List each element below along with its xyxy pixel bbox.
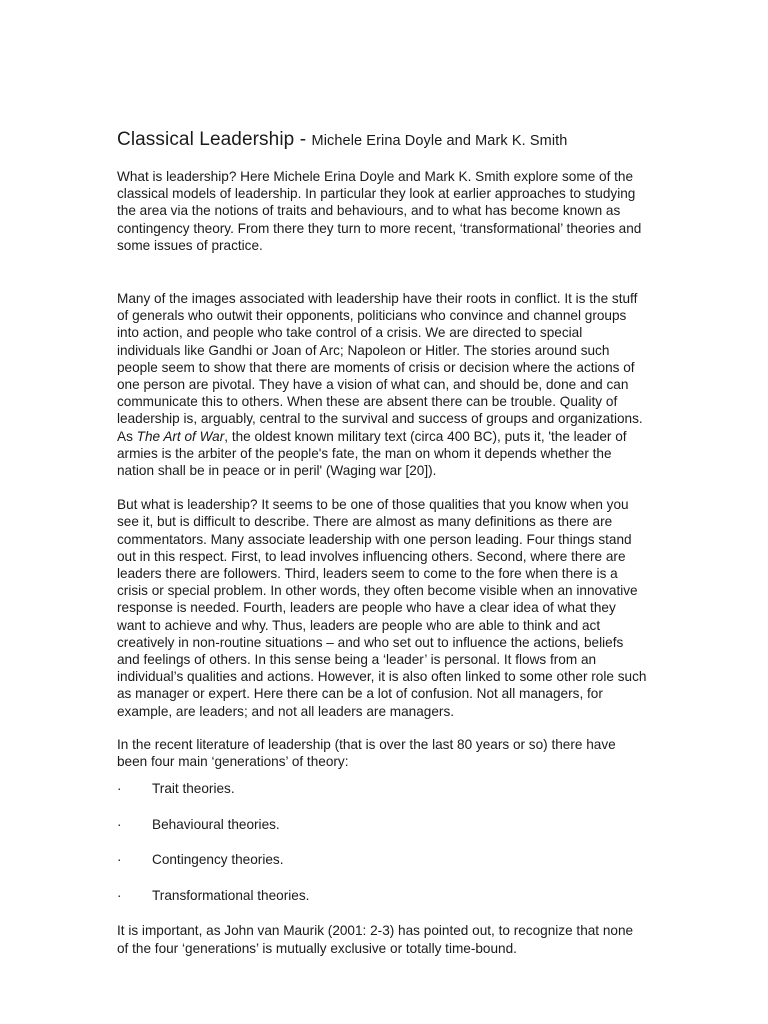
bullet-icon: · bbox=[117, 887, 122, 903]
bullet-icon: · bbox=[117, 852, 122, 868]
bullet-icon: · bbox=[117, 781, 122, 797]
list-item-text: Contingency theories. bbox=[152, 852, 284, 868]
definition-paragraph: But what is leadership? It seems to be one of those qualities that you know when you see it, but is difficult to describe. There are almost as many definitions as there are commentators. Many associate leadership with one person leading. Four things stand out in this respect. First, to lead involves influencing others. Second, where there are leaders there are followers. Third, leaders seem to come to the fore when there is a crisis or special problem. In other words, they often become visible when an innovative response is needed. Fourth, leaders are people who have a clear idea of what they want to achieve and why. Thus, leaders are people who are able to think and act creatively in non-routine situations – and who set out to influence the actions, beliefs and feelings of others. In this sense being a ‘leader’ is personal. It flows from an individual’s qualities and actions. However, it is also often linked to some other role such as manager or expert. Here there can be a lot of confusion. Not all managers, for example, are leaders; and not all leaders are managers. bbox=[117, 497, 647, 719]
conflict-text-before: Many of the images associated with leadership have their roots in conflict. It is the stuff of generals who outwit their opponents, politicians who convince and channel groups into action, and people who take control of a crisis. We are directed to special individuals like Gandhi or Joan of Arc; Napoleon or Hitler. The stories around such people seem to show that there are moments of crisis or decision where the actions of one person are pivotal. They have a vision of what can, and should be, done and can communicate this to others. When these are absent there can be trouble. Quality of leadership is, arguably, central to the survival and success of groups and organizations. As bbox=[117, 291, 643, 444]
list-item bbox=[117, 851, 647, 868]
list-item-text: Transformational theories. bbox=[152, 887, 310, 903]
bullet-icon: · bbox=[117, 816, 122, 832]
document-page bbox=[117, 128, 647, 957]
theory-generations-list bbox=[117, 780, 647, 904]
closing-paragraph: It is important, as John van Maurik (2001: 2-3) has pointed out, to recognize that none of the four ‘generations’ is mutually exclusive or totally time-bound. bbox=[117, 923, 634, 956]
list-item bbox=[117, 887, 647, 904]
intro-paragraph: What is leadership? Here Michele Erina Doyle and Mark K. Smith explore some of the classical models of leadership. In particular they look at earlier approaches to studying the area via the notions of traits and behaviours, and to what has become known as contingency theory. From there they turn to more recent, ‘transformational’ theories and some issues of practice. bbox=[117, 169, 642, 253]
conflict-paragraph bbox=[117, 290, 647, 479]
list-item bbox=[117, 816, 647, 833]
list-item-text: Behavioural theories. bbox=[152, 816, 280, 832]
conflict-text-after: , the oldest known military text (circa 400 BC), puts it, 'the leader of armies is the arbiter of the people's fate, the man on whom it depends whether the nation shall be in peace or in peril' (Waging war [20]). bbox=[117, 428, 627, 479]
list-item bbox=[117, 780, 647, 797]
title-authors: Michele Erina Doyle and Mark K. Smith bbox=[311, 133, 568, 149]
generations-intro-paragraph: In the recent literature of leadership (that is over the last 80 years or so) there have been four main ‘generations’ of theory: bbox=[117, 736, 616, 770]
list-item-text: Trait theories. bbox=[152, 781, 235, 797]
document-title bbox=[117, 128, 647, 153]
book-title-art-of-war: The Art of War bbox=[136, 428, 225, 444]
title-text: Classical Leadership - bbox=[117, 129, 307, 150]
